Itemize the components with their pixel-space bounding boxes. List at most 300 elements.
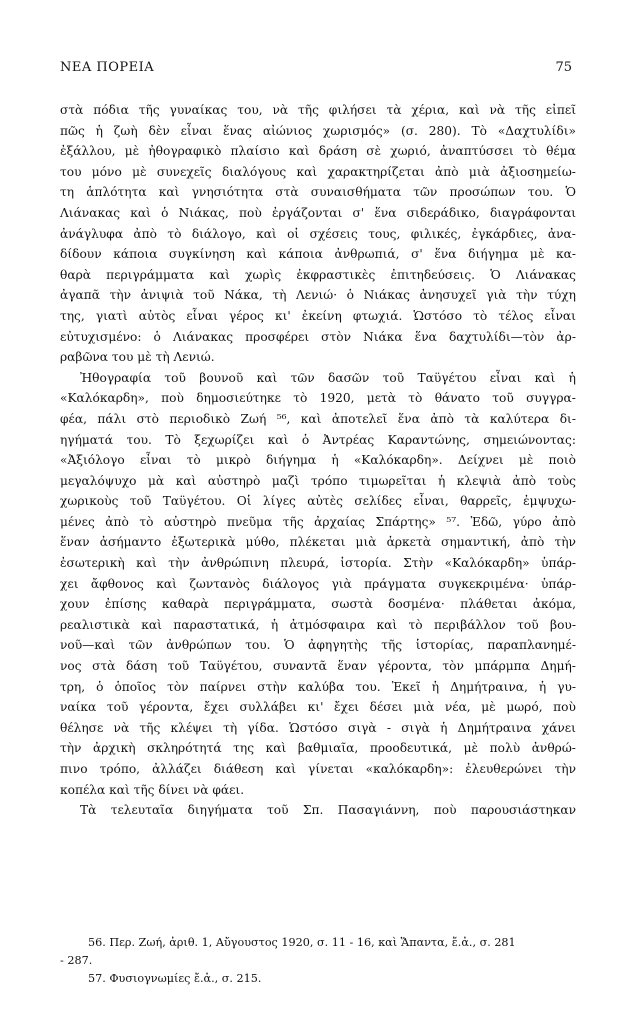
word: γιὰ — [486, 288, 507, 303]
word: χει — [60, 576, 79, 591]
word: ἀπὸ — [552, 514, 576, 529]
word: τὴν — [554, 535, 576, 550]
word: δημοσιεύτηκε — [196, 391, 281, 406]
word: μὲ — [481, 700, 496, 715]
word: ἡ — [568, 370, 576, 385]
text-line — [60, 265, 576, 286]
word: διάλογο, — [191, 226, 246, 241]
word: αὐτὸς — [138, 308, 176, 323]
word: τῶν — [290, 370, 315, 385]
word: ποιὸ — [548, 453, 576, 468]
word: μὲ — [529, 247, 545, 262]
word: παραστατικά, — [173, 617, 260, 632]
word: σὲ — [366, 144, 382, 159]
word: βουνοῦ — [199, 370, 244, 385]
text-line — [60, 306, 576, 327]
word: ἐπιτηδεύσεις. — [390, 267, 476, 282]
page-number: 75 — [555, 60, 572, 75]
word: κάποια — [113, 247, 158, 262]
word: Λιάνακας — [515, 267, 576, 282]
word: ποὺ — [553, 700, 576, 715]
word: τοῦ — [167, 659, 190, 674]
word: Ὡστόσο — [289, 720, 338, 735]
word: τῆς — [298, 103, 319, 117]
word: σ' — [352, 205, 365, 220]
word: γνησιότητα — [191, 185, 264, 200]
word: γιὰ — [331, 576, 352, 591]
word: εἶναι — [489, 370, 522, 385]
word: νὰ — [272, 103, 289, 117]
text-line — [60, 677, 576, 698]
word: του, — [237, 103, 263, 117]
word: δάση — [125, 659, 158, 674]
word: θέλησε — [60, 720, 104, 735]
word: Τὸ — [165, 432, 181, 447]
word: τρη, — [60, 679, 86, 694]
word: φέα, — [60, 411, 87, 426]
word: ἀναπτύσσει — [439, 144, 514, 159]
word: ναίκα — [60, 700, 97, 715]
word: τοῦ — [193, 288, 215, 303]
word: στὰ — [92, 659, 116, 674]
word: ἐργάζονται — [271, 205, 343, 220]
text-line — [60, 738, 576, 759]
word: τελευταῖα — [110, 803, 174, 818]
word: εἶναι, — [413, 494, 449, 509]
word: ἡ — [95, 123, 103, 138]
word: καὶ — [288, 144, 310, 159]
word: μὲ — [463, 741, 479, 756]
text-line — [60, 594, 576, 615]
word: καλύβα — [298, 679, 345, 694]
word: ἡ — [440, 720, 448, 735]
word: μετὰ — [366, 391, 396, 406]
text-line — [60, 450, 576, 471]
text-line — [60, 800, 576, 821]
word: 1920, — [319, 391, 355, 406]
word: συγγρα- — [526, 391, 576, 406]
word: Καραντώνης, — [387, 432, 470, 447]
word: ὁ — [301, 432, 310, 447]
word: ἐξωτερικὰ — [171, 535, 236, 550]
word: ἔχει — [334, 700, 360, 715]
word: ἕναν — [60, 535, 90, 550]
running-title: ΝΕΑ ΠΟΡΕΙΑ — [60, 60, 155, 75]
word: καὶ — [376, 617, 398, 632]
word: Τὰ — [80, 803, 97, 818]
word: ὁ — [346, 288, 354, 303]
word: κλέψει — [170, 720, 213, 735]
word: ἕνα — [397, 411, 420, 426]
word: Δείχνει — [457, 453, 504, 468]
word: ἡ — [270, 617, 279, 632]
word: σιδεράδικο, — [406, 205, 480, 220]
word: ἀπὸ — [520, 535, 545, 550]
word: στὰ — [275, 185, 299, 200]
word: μύθο, — [245, 535, 280, 550]
text-line — [60, 224, 576, 245]
text-line — [60, 141, 576, 162]
word: φιλήσει — [328, 103, 377, 117]
word: Νιάκας — [363, 288, 410, 303]
word: «καλόκαρδη»: — [365, 762, 454, 776]
word: ποὺ — [239, 205, 262, 220]
word: τὸ — [293, 391, 308, 406]
text-line — [60, 471, 576, 492]
word: χωριό, — [390, 144, 431, 159]
word: (σ. — [400, 123, 418, 138]
word: τὸ — [522, 144, 537, 159]
text-line — [60, 430, 576, 451]
word: τὸ — [408, 617, 423, 632]
word: καὶ — [256, 370, 278, 385]
word: λίγες — [262, 494, 296, 509]
word: μιὰ — [468, 164, 490, 179]
text-line — [60, 574, 576, 595]
word: μένες — [60, 514, 95, 529]
word: τὴ — [272, 288, 287, 303]
word: μὲ — [132, 164, 147, 179]
word: ἀνθρώ- — [531, 741, 576, 756]
word: ἱστορία. — [340, 556, 392, 571]
text-line — [60, 512, 576, 533]
word: ἕνα — [374, 205, 397, 220]
word: καὶ — [158, 185, 180, 200]
word: περιβάλλον — [434, 617, 506, 632]
word: μικρὸ — [215, 453, 251, 468]
word: πινο — [60, 762, 88, 776]
word: δέσει — [369, 700, 403, 715]
word: τοῦ — [106, 700, 129, 715]
word: τὰ — [386, 103, 402, 117]
word: σκληρότητά — [147, 741, 222, 756]
word: νέα, — [444, 700, 471, 715]
word: «Καλόκαρδη» — [444, 556, 530, 571]
word: του. — [355, 679, 381, 694]
word: τὴν — [109, 288, 131, 303]
word: σελίδες — [354, 494, 402, 509]
word: μαζὶ — [271, 473, 300, 488]
word: τοῦ — [492, 391, 514, 406]
text-line — [60, 532, 576, 553]
word: δίδουν — [60, 247, 102, 262]
word: ἐγκάρδιες, — [471, 226, 538, 241]
word: μιὰ — [413, 700, 435, 715]
word: τῶν — [128, 638, 153, 653]
word: πλευρά, — [280, 556, 329, 571]
word: τοὺς — [547, 473, 576, 488]
word: χουν — [60, 597, 90, 612]
word: εἰπεῖ — [545, 103, 576, 117]
text-line — [60, 759, 576, 780]
word: Τὸ — [471, 123, 487, 138]
word: ἕναν — [337, 659, 367, 674]
word: ἀπὸ — [105, 514, 129, 529]
word: καὶ — [265, 741, 287, 756]
word: τοῦ — [382, 370, 405, 385]
word: ἀρ- — [556, 329, 576, 344]
text-line — [60, 491, 576, 512]
word: του. — [126, 432, 152, 447]
text-line — [60, 409, 576, 430]
word: ἀνθρωπιά, — [334, 247, 400, 262]
word: καὶ — [136, 556, 157, 571]
word: ἀνθρώπινη — [201, 556, 269, 571]
word: γυναίκας — [169, 103, 228, 117]
word: «Δαχτυλίδι» — [497, 123, 576, 138]
word: «Καλόκαρδη». — [353, 453, 443, 468]
word: Οἱ — [236, 494, 252, 509]
word: ὁ — [161, 205, 169, 220]
word: δοσμένα· — [388, 597, 445, 612]
word: καὶ — [256, 226, 277, 241]
word: τρόπο — [310, 473, 348, 488]
word: πολὺ — [489, 741, 521, 756]
word: τῆς — [138, 103, 160, 117]
word: σωστὰ — [331, 597, 373, 612]
text-line — [60, 656, 576, 677]
word: δι- — [559, 411, 576, 426]
word: τὴν — [554, 762, 576, 776]
word: ἀφηγητὴς — [308, 638, 368, 653]
word: περιγράμματα — [106, 267, 195, 282]
word: προσώπων — [449, 185, 516, 200]
word: καὶ — [267, 432, 289, 447]
word: ἁπλότητα — [86, 185, 147, 200]
word: Ἀντρέας — [322, 432, 375, 447]
word: βαθμιαῖα, — [297, 741, 359, 756]
word: χωρισμός» — [323, 123, 391, 138]
word: ὁ — [153, 329, 161, 344]
word: μὲ — [124, 144, 140, 159]
word: περιοδικὸ — [169, 411, 231, 426]
word: ἔχει — [203, 700, 229, 715]
text-line — [60, 100, 576, 121]
word: βου- — [550, 617, 576, 632]
word: ἐπίσης — [104, 597, 147, 612]
word: ζωὴ — [113, 123, 138, 138]
word: ἡ — [538, 679, 547, 694]
word: εἶναι — [180, 123, 213, 138]
footnotes — [60, 934, 576, 988]
word: κι' — [274, 308, 291, 323]
word: καὶ — [296, 164, 318, 179]
word: συγκεκριμένα· — [438, 576, 529, 591]
word: πῶς — [60, 123, 85, 138]
word: ηγήματά — [60, 432, 114, 447]
word: παίρνει — [199, 679, 247, 694]
word: αὐτὲς — [307, 494, 343, 509]
word: πόδια — [93, 103, 129, 117]
word: ⁵⁶, — [276, 411, 291, 426]
word: τοῦ — [164, 370, 186, 385]
word: τῆς — [282, 514, 304, 529]
word: ἀπὸ — [430, 411, 454, 426]
word: ἀνα- — [547, 226, 576, 241]
word: σχέσεις — [309, 226, 358, 241]
word: κι' — [307, 700, 324, 715]
text-line — [60, 718, 576, 739]
footnote-line: - 287. — [60, 954, 93, 967]
word: Δημήτραινα — [457, 720, 532, 735]
word: σιγὰ — [401, 720, 430, 735]
word: ἀπὸ — [435, 164, 459, 179]
word: Σπάρτης» — [375, 514, 436, 529]
word: ⁵⁷. — [446, 514, 461, 529]
word: γίδα. — [247, 720, 279, 735]
text-line — [60, 182, 576, 203]
word: νοῦ—καὶ — [60, 638, 115, 653]
word: μπάρμπα — [474, 659, 530, 674]
word: γέροντα, — [377, 659, 432, 674]
word: τῶν — [413, 185, 438, 200]
word: γιατὶ — [95, 308, 128, 323]
word: Νιάκας, — [178, 205, 229, 220]
word: αὐστηρὸ — [163, 514, 217, 529]
word: τοῦ — [267, 803, 289, 818]
word: γέροντα, — [138, 700, 194, 715]
word: μωρό, — [506, 700, 543, 715]
word: χαρακτηρίζεται — [327, 164, 425, 179]
text-line — [60, 327, 576, 348]
word: τὴν — [60, 741, 82, 756]
word: γέρος — [228, 308, 264, 323]
text-line — [60, 285, 576, 306]
word: «Καλόκαρδη», — [60, 391, 149, 406]
word: δαχτυλίδι—τὸν — [448, 329, 545, 344]
word: στὴν — [257, 679, 288, 694]
word: εἶναι — [544, 308, 576, 323]
word: τὸ — [473, 308, 488, 323]
word: Νάκα, — [224, 288, 263, 303]
word: στὸ — [136, 411, 159, 426]
word: πλάθεται — [460, 597, 518, 612]
word: τὴ — [223, 720, 238, 735]
word: καὶ — [130, 205, 151, 220]
word: ἀξιοσημείω- — [500, 164, 576, 179]
word: διήγημα — [265, 453, 317, 468]
word: φτωχιά. — [352, 308, 403, 323]
word: τῆς — [515, 103, 536, 117]
word: Νιάκα — [363, 329, 403, 344]
word: τους, — [368, 226, 401, 241]
word: ἀγαπᾶ — [60, 288, 100, 303]
word: ἀρχικὴ — [93, 741, 136, 756]
word: ζωντανὸς — [189, 576, 250, 591]
word: νος — [60, 659, 82, 674]
word: ἄφθονος — [90, 576, 144, 591]
word: κα- — [556, 247, 576, 262]
word: ἕνα — [434, 247, 457, 262]
word: διάλογος — [262, 576, 320, 591]
word: γυ- — [557, 679, 576, 694]
word: Πασαγιάννη, — [337, 803, 420, 818]
word: Λιάνακας — [60, 205, 121, 220]
word: Ταϋγέτου, — [199, 659, 263, 674]
footnote-line: 57. Φυσιογνωμίες ἔ.ἀ., σ. 215. — [88, 972, 262, 985]
word: Στὴν — [403, 556, 434, 571]
word: ἐξάλλου, — [60, 144, 116, 159]
word: της — [233, 741, 255, 756]
word: παραπλανημέ- — [487, 638, 576, 653]
word: δὲν — [148, 123, 170, 138]
word: σημαντική, — [441, 535, 511, 550]
word: θαρὰ — [60, 267, 91, 282]
word: ἐμψυχω- — [523, 494, 576, 509]
word: ἕνας — [222, 123, 252, 138]
word: καλύτερα — [489, 411, 550, 426]
word: καθαρὰ — [161, 597, 209, 612]
word: Ταϋγέτου — [417, 370, 477, 385]
word: Λιάνακας — [172, 329, 234, 344]
word: ἀρκετὰ — [386, 535, 431, 550]
word: τέλος — [498, 308, 534, 323]
word: ἀκόμα, — [532, 597, 576, 612]
word: Ἐδῶ, — [470, 514, 503, 529]
word: ποὺ — [161, 391, 184, 406]
word: καὶ — [534, 370, 556, 385]
word: ἡ — [437, 473, 446, 488]
word: ἀποτελεῖ — [331, 411, 388, 426]
text-line — [60, 368, 576, 389]
word: τύχη — [547, 288, 576, 303]
word: τῆς — [381, 638, 403, 653]
word: εἶναι — [186, 308, 218, 323]
word: προσφέρει — [245, 329, 310, 344]
word: ποὺ — [433, 803, 457, 818]
word: ἀσήμαντο — [99, 535, 162, 550]
word: τὸ — [167, 226, 182, 241]
word: τὸ — [408, 391, 423, 406]
word: σ' — [411, 247, 423, 262]
text-line — [60, 615, 576, 636]
word: καὶ — [458, 103, 480, 117]
word: Σπ. — [302, 803, 324, 818]
word: ἐλευθερώνει — [465, 762, 543, 776]
word: ὑπάρ- — [541, 556, 576, 571]
word: ὁ — [96, 679, 104, 694]
word: διαγράφονται — [489, 205, 576, 220]
text-line — [60, 162, 576, 183]
word: διηγήματα — [187, 803, 253, 818]
word: ὁποῖος — [114, 679, 157, 694]
word: μιὰ — [355, 535, 377, 550]
word: Λενιώ· — [295, 288, 338, 303]
word: πάλι — [97, 411, 127, 426]
word: ἐσωτερικὴ — [60, 556, 125, 571]
text-line: ραβῶνα του μὲ τὴ Λενιώ. — [60, 350, 215, 365]
word: ρεαλιστικὰ — [60, 617, 130, 632]
word: του. — [527, 185, 554, 200]
word: μόνο — [91, 164, 122, 179]
word: του — [60, 164, 82, 179]
word: μὰ — [148, 473, 165, 488]
word: χέρια, — [411, 103, 450, 117]
word: χωρικοὺς — [60, 494, 119, 509]
word: Ἠθογραφία — [80, 370, 152, 385]
word: κλεψιὰ — [456, 473, 502, 488]
text-line — [60, 388, 576, 409]
word: Ἐκεῖ — [391, 679, 421, 694]
text-line — [60, 203, 576, 224]
word: δράση — [318, 144, 358, 159]
word: Ὡστόσο — [413, 308, 463, 323]
text-line — [60, 697, 576, 718]
word: ἀτμόσφαιρα — [289, 617, 366, 632]
word: κάποια — [278, 247, 323, 262]
word: περιγράμματα, — [224, 597, 316, 612]
word: τοῦ — [129, 494, 152, 509]
